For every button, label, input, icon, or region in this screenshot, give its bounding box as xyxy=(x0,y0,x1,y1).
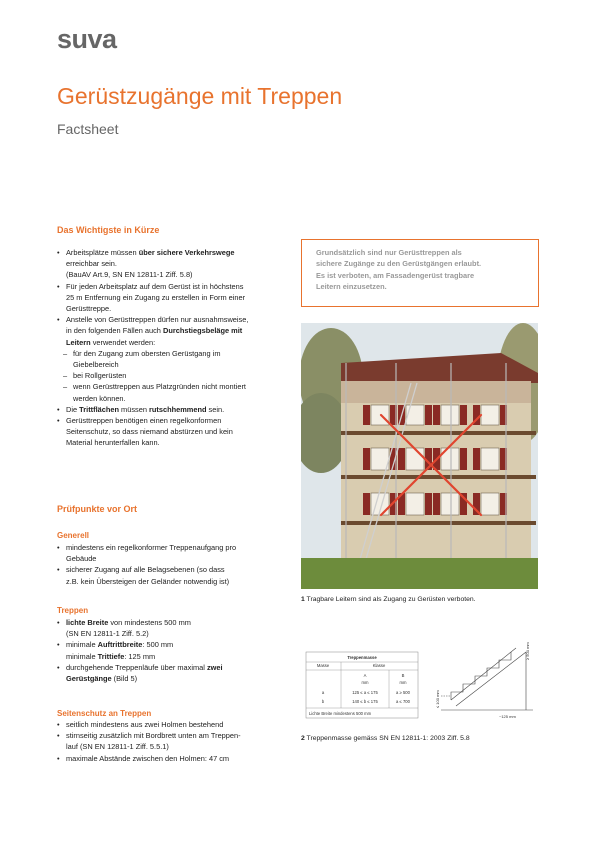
section-heading-kurz: Das Wichtigste in Kürze xyxy=(57,225,160,235)
sub-list-item: – bei Rollgerüsten xyxy=(57,370,292,381)
list-item: • Für jeden Arbeitsplatz auf dem Gerüst ist in höchstens 25 m Entfernung ein Zugang zu erstellen in Form einer Gerüsttreppe. xyxy=(57,281,292,315)
diagram-row-a-val-a: 125 ≤ a ≤ 175 xyxy=(352,690,378,695)
subheading-treppen: Treppen xyxy=(57,606,89,615)
sub-list-item: – für den Zugang zum obersten Gerüstgang im Giebelbereich xyxy=(57,348,292,370)
diagram-dim-gap: ≤ 100 mm xyxy=(435,690,440,708)
building-scaffold-photo xyxy=(301,323,538,589)
diagram-table-footnote: Lichte Breite mindestens 500 mm xyxy=(309,711,372,716)
figure-1-caption: 1 Tragbare Leitern sind als Zugang zu Gerüsten verboten. xyxy=(301,596,476,603)
diagram-row-a: a xyxy=(321,690,325,695)
generell-list xyxy=(57,542,297,587)
treppen-list xyxy=(57,617,297,684)
figure-2-caption: 2 Treppenmasse gemäss SN EN 12811-1: 2003 Ziff. 5.8 xyxy=(301,735,470,742)
diagram-dim-depth: ~125 mm xyxy=(499,714,516,719)
important-note-box: Grundsätzlich sind nur Gerüsttreppen als sichere Zugänge zu den Gerüstgängen erlaubt. Es ist verboten, am Fassadengerüst tragbare Leitern einzusetzen. xyxy=(301,239,539,307)
diagram-col-klasse: Klasse xyxy=(372,663,386,668)
list-item: • maximale Abstände zwischen den Holmen: 47 cm xyxy=(57,753,297,764)
list-item: • seitlich mindestens aus zwei Holmen bestehend xyxy=(57,719,297,730)
seitenschutz-list xyxy=(57,719,297,764)
diagram-row-a-val-b: a ≥ 500 xyxy=(396,690,410,695)
section-heading-pruef: Prüfpunkte vor Ort xyxy=(57,504,138,514)
diagram-col-masse: Masse xyxy=(316,663,330,668)
list-item: • stirnseitig zusätzlich mit Bordbrett unten am Treppen- lauf (SN EN 12811-1 Ziff. 5.5.1) xyxy=(57,730,297,752)
list-item: • Die Trittflächen müssen rutschhemmend sein. xyxy=(57,404,292,415)
page-subtitle: Factsheet xyxy=(57,121,119,137)
page-title: Gerüstzugänge mit Treppen xyxy=(57,83,343,109)
diagram-row-b: b xyxy=(321,699,325,704)
list-item: • Anstelle von Gerüsttreppen dürfen nur ausnahmsweise, in den folgenden Fällen auch Durchstiegsbeläge mit Leitern verwendet werden: xyxy=(57,314,292,348)
suva-logo: suva xyxy=(57,24,117,54)
list-item: • sicherer Zugang auf alle Belagsebenen (so dass z.B. kein Übersteigen der Geländer notwendig ist) xyxy=(57,564,297,586)
diagram-unit-a: mm xyxy=(361,680,369,685)
list-item: • Gerüsttreppen benötigen einen regelkonformen Seitenschutz, so dass niemand abstürzen und kein Material herunterfallen kann. xyxy=(57,415,292,449)
kurz-list xyxy=(57,247,292,449)
diagram-dim-height: ≥ 500 mm xyxy=(525,642,530,660)
list-item: • minimale Auftrittbreite: 500 mm minimale Trittiefe: 125 mm xyxy=(57,639,297,661)
diagram-table-title: Treppenmasse xyxy=(347,655,377,660)
list-item: • lichte Breite von mindestens 500 mm (SN EN 12811-1 Ziff. 5.2) xyxy=(57,617,297,639)
stair-dimensions-diagram xyxy=(301,638,538,724)
diagram-row-b-val-a: 140 ≤ b ≤ 175 xyxy=(352,699,378,704)
diagram-row-b-val-b: a ≤ 700 xyxy=(396,699,410,704)
diagram-class-b: B xyxy=(401,673,405,678)
list-item: • mindestens ein regelkonformer Treppenaufgang pro Gebäude xyxy=(57,542,297,564)
subheading-generell: Generell xyxy=(57,531,90,540)
sub-list-item: – wenn Gerüsttreppen aus Platzgründen nicht montiert werden können. xyxy=(57,381,292,403)
list-item: • durchgehende Treppenläufe über maximal zwei Gerüstgänge (Bild 5) xyxy=(57,662,297,684)
subheading-seitenschutz: Seitenschutz an Treppen xyxy=(57,709,152,718)
diagram-unit-b: mm xyxy=(399,680,407,685)
diagram-class-a: A xyxy=(363,673,367,678)
list-item: • Arbeitsplätze müssen über sichere Verkehrswege erreichbar sein. (BauAV Art.9, SN EN 12811-1 Ziff. 5.8) xyxy=(57,247,292,281)
